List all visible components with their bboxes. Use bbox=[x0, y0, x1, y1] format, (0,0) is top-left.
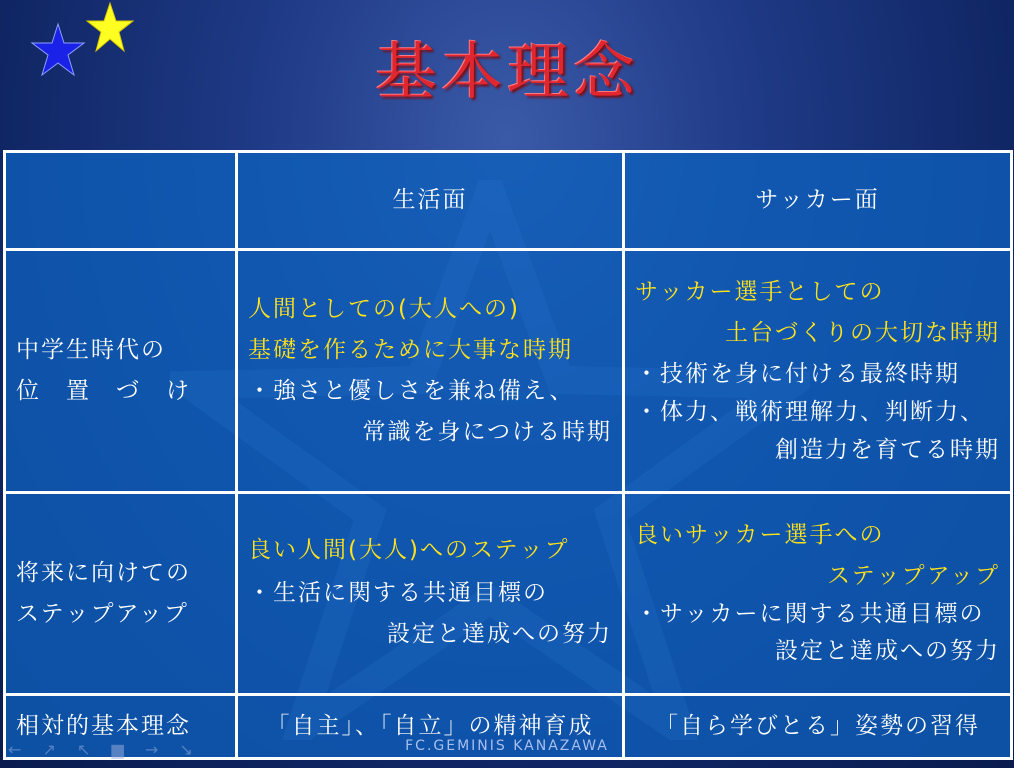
header-life: 生活面 bbox=[237, 152, 624, 250]
row-label-philosophy: 相対的基本理念 bbox=[5, 695, 237, 759]
header-row bbox=[5, 152, 1012, 250]
row-label-middle-school: 中学生時代の 位 置 づ け bbox=[5, 250, 237, 493]
header-soccer: サッカー面 bbox=[624, 152, 1012, 250]
cell-life-philosophy: 「自主」、「自立」の精神育成 bbox=[237, 695, 624, 759]
cell-life-middle-school: 人間としての(大人への) 基礎を作るために大事な時期 ・強さと優しさを兼ね備え、 常識を身につける時期 bbox=[237, 250, 624, 493]
cell-soccer-middle-school: サッカー選手としての 土台づくりの大切な時期 ・技術を身に付ける最終時期 ・体力、戦術理解力、判断力、 創造力を育てる時期 bbox=[624, 250, 1012, 493]
slide-nav-controls[interactable]: ← ↗ ↖ ▆ → ↘ bbox=[8, 740, 201, 759]
cell-life-step-up: 良い人間(大人)へのステップ ・生活に関する共通目標の 設定と達成への努力 bbox=[237, 493, 624, 695]
cell-soccer-philosophy: 「自ら学びとる」姿勢の習得 bbox=[624, 695, 1012, 759]
philosophy-table bbox=[3, 150, 1013, 760]
table-row bbox=[5, 493, 1012, 695]
table-row bbox=[5, 250, 1012, 493]
cell-soccer-step-up: 良いサッカー選手への ステップアップ ・サッカーに関する共通目標の 設定と達成への努力 bbox=[624, 493, 1012, 695]
footer-text: FC.GEMINIS KANAZAWA bbox=[405, 738, 609, 754]
row-label-step-up: 将来に向けての ステップアップ bbox=[5, 493, 237, 695]
page-title: 基本理念 bbox=[374, 35, 639, 108]
header-empty-cell bbox=[5, 152, 237, 250]
